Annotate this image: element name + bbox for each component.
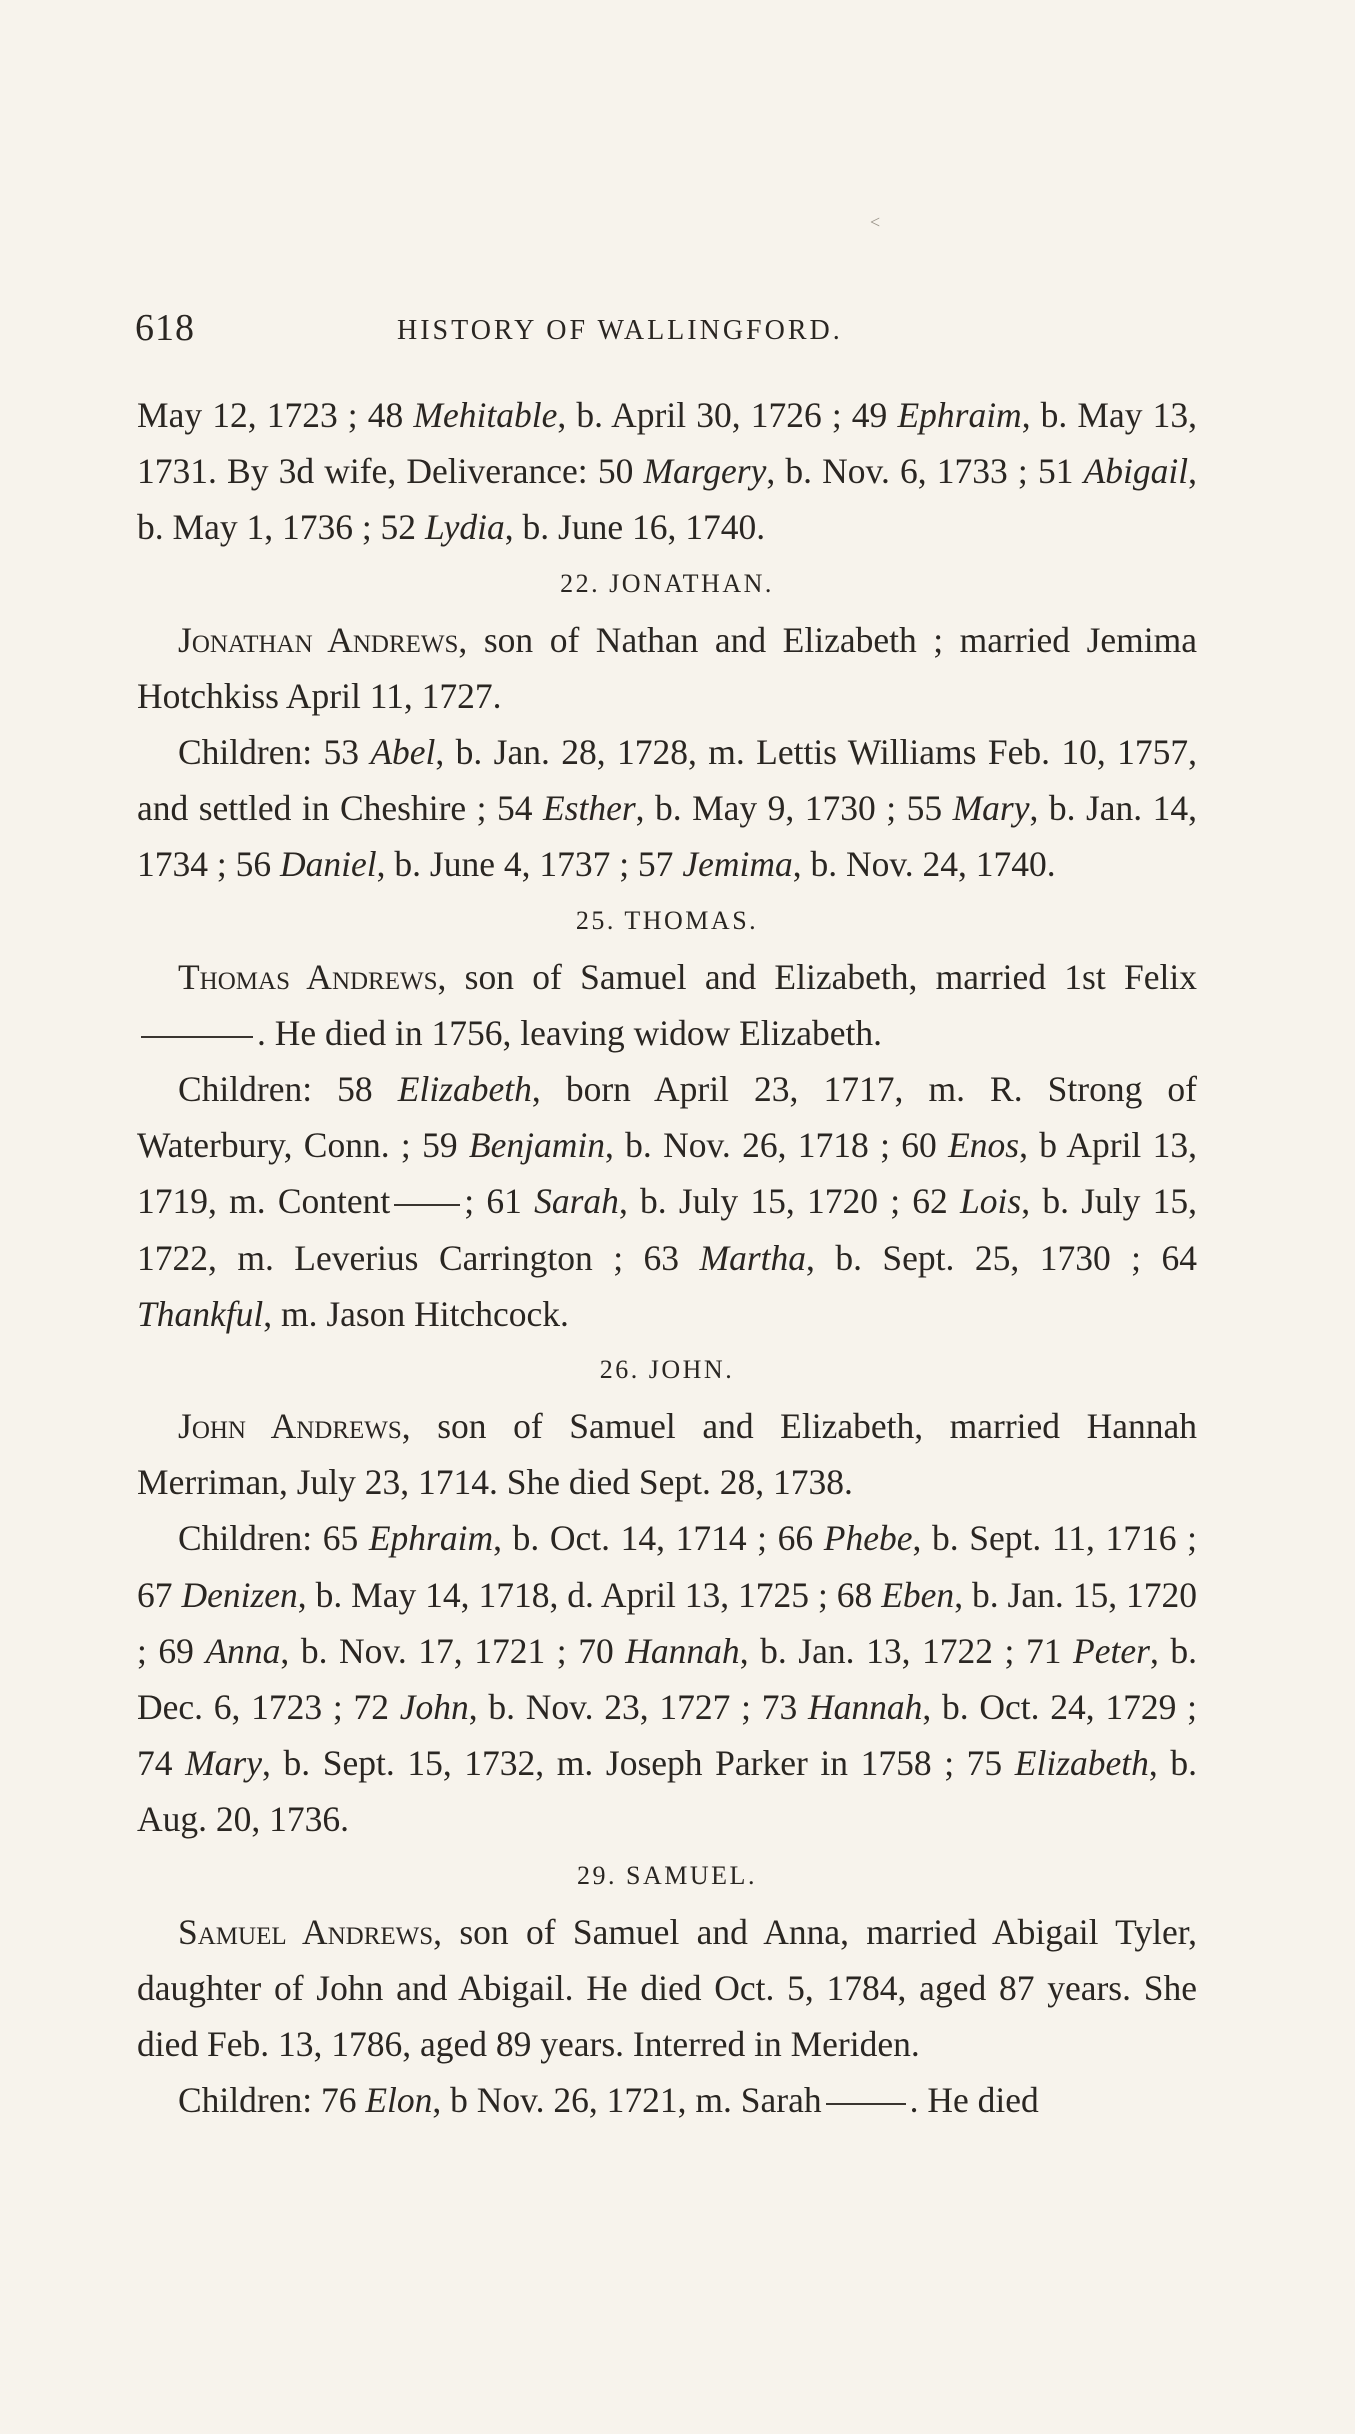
child-name: Lydia [424, 507, 505, 548]
child-name: Eben [881, 1574, 955, 1615]
child-name: Daniel [280, 844, 377, 885]
text-run: , b. July 15, 1720 ; 62 [618, 1181, 961, 1222]
text-run: , son of Samuel and Elizabeth, married 1st Felix [437, 956, 1197, 997]
text-run: , b. Jan. 15, 1720 ; 69 [137, 1574, 1197, 1671]
text-run: , b. Jan. 13, 1722 ; 71 [739, 1630, 1074, 1671]
child-name: Mary [952, 788, 1030, 829]
children-paragraph [137, 2072, 1197, 2128]
text-run: , b. July 15, 1722, m. Leverius Carrington ; 63 [137, 1181, 1197, 1278]
running-header [135, 306, 1195, 356]
text-run: Children: 65 [178, 1518, 369, 1559]
children-paragraph [137, 1510, 1197, 1847]
continued-paragraph [137, 387, 1197, 556]
child-name: Abel [370, 732, 436, 773]
text-run: , b. Jan. 14, 1734 ; 56 [137, 788, 1197, 885]
child-name: Lois [960, 1181, 1022, 1222]
text-run: , b. Jan. 28, 1728, m. Lettis Williams Feb. 10, 1757, and settled in Cheshire ; 54 [137, 732, 1197, 829]
biography-paragraph [137, 612, 1197, 724]
text-run: , b. May 1, 1736 ; 52 [137, 451, 1197, 548]
text-run: , b. Nov. 26, 1718 ; 60 [604, 1125, 949, 1166]
text-run: , b. Nov. 24, 1740. [792, 844, 1056, 885]
text-run: , b. June 4, 1737 ; 57 [376, 844, 683, 885]
section-heading-thomas: 25. THOMAS. [575, 905, 759, 935]
text-run: , b. Oct. 14, 1714 ; 66 [493, 1518, 824, 1559]
text-run: , b. May 9, 1730 ; 55 [635, 788, 953, 829]
children-paragraph [137, 724, 1197, 893]
text-run: , son of Samuel and Elizabeth, married Hannah Merriman, July 23, 1714. She died Sept. 28, 1738. [137, 1406, 1198, 1503]
text-run: , b. April 30, 1726 ; 49 [557, 395, 898, 435]
section-heading-samuel: 29. SAMUEL. [577, 1860, 757, 1890]
child-name: Denizen [181, 1574, 298, 1615]
text-run: , b. Dec. 6, 1723 ; 72 [137, 1630, 1197, 1728]
text-run: , b. June 16, 1740. [504, 507, 766, 548]
text-run: . He died in 1756, leaving widow Elizabeth. [257, 1012, 883, 1053]
person-name: Thomas Andrews [178, 956, 438, 997]
text-run: Children: 76 [178, 2080, 366, 2121]
text-run: Children: 58 [178, 1069, 398, 1110]
text-run: , b. May 14, 1718, d. April 13, 1725 ; 68 [297, 1574, 882, 1615]
page-body [137, 387, 1197, 2128]
blank-dash [826, 2103, 906, 2105]
child-name: Esther [542, 788, 636, 829]
child-name: Martha [699, 1237, 806, 1278]
text-run: Children: 53 [178, 732, 371, 773]
text-run: ; 61 [464, 1181, 535, 1222]
text-run: , b. Sept. 25, 1730 ; 64 [806, 1237, 1197, 1278]
child-name: Enos [948, 1125, 1020, 1166]
child-name: Elizabeth [1014, 1743, 1149, 1784]
child-name: John [399, 1687, 469, 1728]
child-name: Margery [643, 451, 767, 492]
child-name: Mehitable [413, 395, 558, 435]
text-run: , b April 13, 1719, m. Content [137, 1125, 1197, 1222]
child-name: Abigail [1083, 451, 1189, 492]
child-name: Sarah [534, 1181, 619, 1222]
text-run: , m. Jason Hitchcock. [263, 1293, 569, 1334]
child-name: Mary [185, 1743, 263, 1784]
child-name: Phebe [823, 1518, 913, 1559]
text-run: May 12, 1723 ; 48 [137, 395, 414, 435]
child-name: Anna [205, 1630, 281, 1671]
text-run: , b. Sept. 15, 1732, m. Joseph Parker in 1758 ; 75 [262, 1743, 1015, 1784]
child-name: Benjamin [468, 1125, 605, 1166]
biography-paragraph [137, 949, 1197, 1061]
text-run: , born April 23, 1717, m. R. Strong of Waterbury, Conn. ; 59 [137, 1069, 1197, 1166]
children-paragraph [137, 1061, 1197, 1342]
person-name: Jonathan Andrews [178, 619, 459, 660]
text-run: , son of Nathan and Elizabeth ; married Jemima Hotchkiss April 11, 1727. [137, 619, 1197, 716]
child-name: Elon [365, 2080, 433, 2121]
text-run: , b. Nov. 23, 1727 ; 73 [468, 1687, 808, 1728]
child-name: Thankful [137, 1293, 264, 1334]
child-name: Elizabeth [397, 1069, 532, 1110]
text-run: , son of Samuel and Anna, married Abigail Tyler, daughter of John and Abigail. He died Oct. 5, 1784, aged 87 years. She died Feb. 13, 1786, aged 89 years. Interred in Meriden. [137, 1911, 1197, 2065]
running-title: HISTORY OF WALLINGFORD. [397, 315, 843, 346]
text-run: , b. May 13, 1731. By 3d wife, Deliverance: 50 [137, 395, 1197, 492]
text-run: , b. Nov. 6, 1733 ; 51 [766, 451, 1084, 492]
section-heading-jonathan: 22. JONATHAN. [560, 568, 774, 598]
text-run: , b. Nov. 17, 1721 ; 70 [280, 1630, 626, 1671]
blank-dash [141, 1036, 253, 1038]
text-run: , b. Oct. 24, 1729 ; 74 [137, 1687, 1197, 1784]
child-name: Hannah [807, 1687, 923, 1728]
text-run: , b. Aug. 20, 1736. [137, 1743, 1197, 1840]
text-run: , b Nov. 26, 1721, m. Sarah [432, 2080, 822, 2121]
section-heading-john: 26. JOHN. [599, 1355, 735, 1385]
person-name: John Andrews [178, 1406, 402, 1447]
ink-smudge-mark: ˂ [870, 212, 881, 232]
child-name: Peter [1073, 1630, 1150, 1671]
biography-paragraph [137, 1398, 1197, 1510]
child-name: Hannah [625, 1630, 740, 1671]
text-run: . He died [909, 2080, 1039, 2121]
child-name: Ephraim [897, 395, 1022, 435]
child-name: Ephraim [368, 1518, 494, 1559]
person-name: Samuel Andrews [178, 1911, 434, 1952]
text-run: , b. Sept. 11, 1716 ; 67 [137, 1518, 1197, 1615]
page-number: 618 [135, 307, 195, 349]
blank-dash [394, 1204, 460, 1206]
biography-paragraph [137, 1904, 1197, 2073]
child-name: Jemima [682, 844, 793, 885]
